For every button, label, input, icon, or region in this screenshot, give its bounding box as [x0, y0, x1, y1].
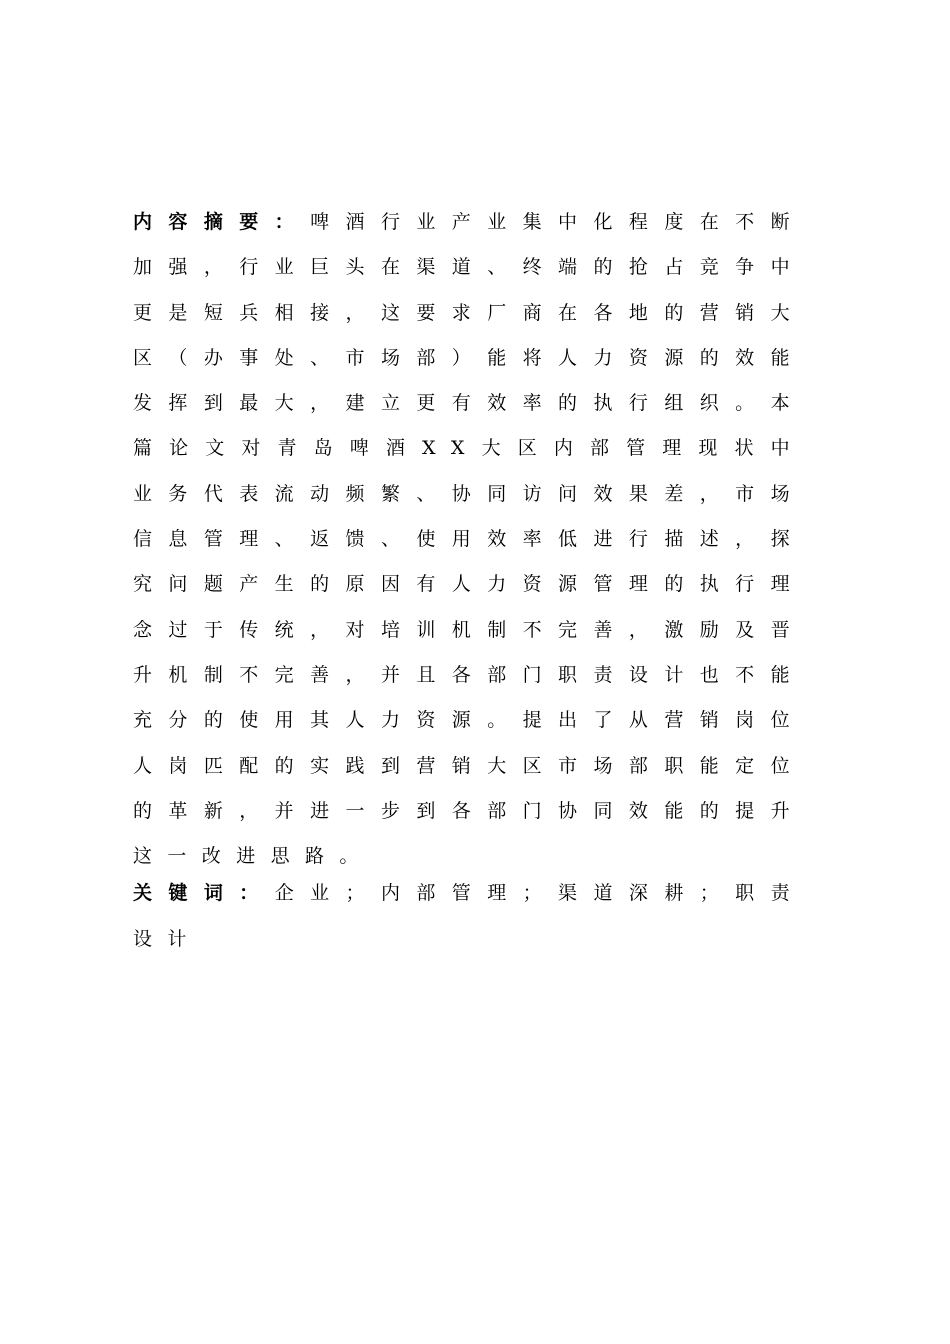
keywords-paragraph — [133, 870, 805, 962]
abstract-paragraph — [133, 200, 805, 879]
keywords-text: 企业；内部管理；渠道深耕；职责设计 — [133, 882, 805, 950]
abstract-label: 内容摘要： — [133, 211, 311, 233]
abstract-text: 啤酒行业产业集中化程度在不断加强，行业巨头在渠道、终端的抢占竞争中更是短兵相接，这要求厂商在各地的营销大区（办事处、市场部）能将人力资源的效能发挥到最大，建立更有效率的执行组织。本篇论文对青岛啤酒XX大区内部管理现状中业务代表流动频繁、协同访问效果差，市场信息管理、返馈、使用效率低进行描述，探究问题产生的原因有人力资源管理的执行理念过于传统，对培训机制不完善，激励及晋升机制不完善，并且各部门职责设计也不能充分的使用其人力资源。提出了从营销岗位人岗匹配的实践到营销大区市场部职能定位的革新，并进一步到各部门协同效能的提升这一改进思路。 — [133, 211, 805, 868]
keywords-label: 关键词： — [133, 882, 275, 904]
